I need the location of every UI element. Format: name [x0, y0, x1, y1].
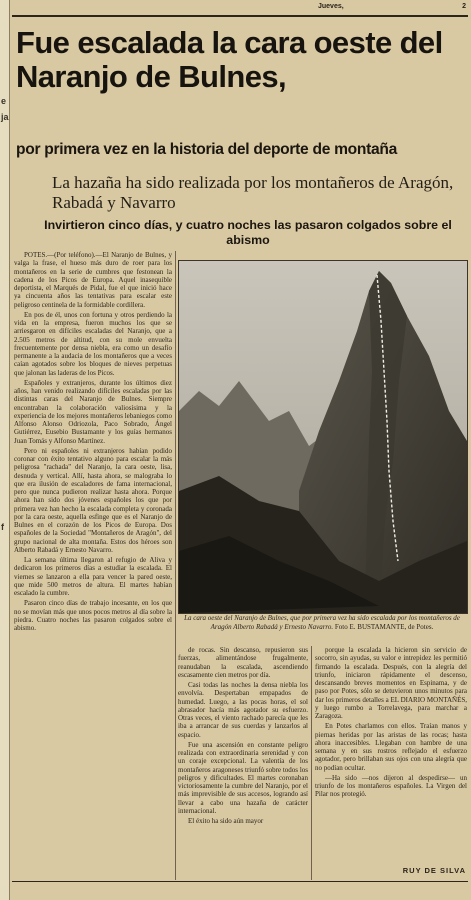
paragraph: Fue una ascensión en constante peligro realizada con extraordinaria serenidad y con un coraje excepcional. La valentía de los montañeros aragoneses triunfó sobre todos los peligros y dificultades. El martes coronaban victoriosamente la cumbre del Naranjo, por el más imprevisible de sus accesos, logrando así llevar a cabo una hazaña de carácter internacional.	[178, 740, 308, 815]
top-rule	[12, 15, 468, 17]
column-divider	[311, 646, 312, 880]
naranjo-peak-image	[179, 261, 467, 613]
paragraph: En Potes charlamos con ellos. Traían manos y piernas heridas por las aristas de las rocas; hasta ahora inaccesibles. Llegaban con hambre de una semana y en sus rostros reflejado el esfuerzo agotador, pero brillaban sus ojos con una alegría que no podían ocultar.	[315, 722, 467, 772]
paragraph: La semana última llegaron al refugio de Aliva y dedicaron los primeros días a estudiar la escalada. El viernes se lanzaron a ella para vencer la pared oeste, que mide 500 metros de altura. El martes habían escalado la cumbre.	[14, 556, 172, 597]
body-column-2	[178, 646, 308, 880]
page-number: 2	[462, 3, 466, 10]
edge-fragment: ja	[1, 112, 9, 122]
paragraph: Pero ni españoles ni extranjeros habían podido coronar con éxito tentativo alguno para escalar la más peligrosa "rachada" del Naranjo, la cara oeste, lisa, desnuda y vertical. Allí, hasta ahora, se malograba lo que era ilusión de escaladores de fama internacional, pero que nunca pudieron realizar hasta ahora. Porque ahora han sido dos jóvenes españoles los que por primera vez han hecho la escalada completa y coronada por la cara oeste, aquella esfinge que es el Naranjo de Bulnes en el corazón de los Picos de Europa. Dos españoles de la Sociedad "Montañeros de Aragón", del grupo nacional de alta montaña. Estos dos héroes son Alberto Rabadá y Ernesto Navarro.	[14, 446, 172, 554]
paragraph: de rocas. Sin descanso, repusieron sus fuerzas, alimentándose frugalmente, reanudaban la escalada, ascendiendo escasamente cien metros por día.	[178, 646, 308, 679]
article-deck: La hazaña ha sido realizada por los montañeros de Aragón, Rabadá y Navarro	[52, 173, 454, 212]
next-article-cutoff	[12, 884, 468, 900]
running-head-day: Jueves,	[318, 3, 344, 10]
paragraph: Casi todas las noches la densa niebla los envolvía. Despertaban empapados de humedad. Luego, a las pocas horas, el sol abrasador hacía más agotador su esfuerzo. Otras veces, el viento rachado parecía que les iba a arrancar de sus cuerdas y lanzarlos al espacio.	[178, 681, 308, 739]
article-headline: Fue escalada la cara oeste del Naranjo de Bulnes,	[16, 25, 443, 94]
caption-text: La cara oeste del Naranjo de Bulnes, que por primera vez ha sido escalada por los montañeros de Aragón Alberto Rabadá y Ernesto Navarro.	[184, 614, 460, 631]
article-subdeck: Invirtieron cinco días, y cuatro noches las pasaron colgados sobre el abismo	[44, 218, 452, 247]
mountain-photo	[178, 260, 468, 614]
paragraph: —Ha sido —nos dijeron al despedirse— un triunfo de los montañeros españoles. La Virgen del Pilar nos protegió.	[315, 773, 467, 799]
paragraph: En pos de él, unos con fortuna y otros perdiendo la vida en la empresa, fueron muchos los que se arriesgaron en difíciles escaladas del Naranjo, que a 2.505 metros de altitud, con su mole envuelta frecuentemente por densa niebla, era como un desafío permanente a la audacia de los montañeros que a veces caían agotados sobre los bloques de nieves perpetuas que jalonan las laderas de los Picos.	[14, 310, 172, 377]
paragraph: Españoles y extranjeros, durante los últimos diez años, han venido realizando difíciles escaladas por las distintas caras del Naranjo de Bulnes. Siempre encontraban la colaboración valiosísima y la experiencia de los mejores montañeros lebaniegos como Alfonso Alonso Odriozola, Paco Sobrado, Ángel Gutiérrez, Eusebio Bustamante y los guías hermanos Juan Tomás y Alfonso Martínez.	[14, 378, 172, 445]
running-head	[12, 2, 468, 14]
paragraph: El éxito ha sido aún mayor	[188, 817, 264, 825]
body-column-3	[315, 646, 467, 880]
body-column-1	[14, 251, 172, 880]
paragraph: Pasaron cinco días de trabajo incesante, en los que no se movían más que unos pocos metros al día sobre la piedra. Cuatro noches las pasaron colgados sobre el abismo.	[14, 599, 172, 632]
column-divider	[175, 251, 176, 880]
edge-fragment: f	[1, 522, 4, 532]
paragraph: POTES.—(Por teléfono).—El Naranjo de Bulnes, y valga la frase, el hueso más duro de roer para los montañeros en la serie de cumbres que festonean la cadena de los Picos de Europa. Aquel inasequible deportista, el Marqués de Pidal, fue el que inició hace ya cincuenta años las tentativas para escalar este peligroso centinela de la formidable cordillera.	[14, 251, 172, 309]
edge-fragment: e	[1, 96, 7, 106]
photo-caption	[178, 614, 466, 631]
article-kicker: por primera vez en la historia del deporte de montaña	[16, 141, 397, 158]
previous-page-edge	[0, 0, 10, 900]
byline: RUY DE SILVA	[402, 866, 466, 875]
bottom-rule	[12, 881, 468, 882]
photo-credit: Foto E. BUSTAMANTE, de Potes.	[334, 622, 434, 631]
paragraph: porque la escalada la hicieron sin servicio de socorro, sin ayudas, su valor e intrepidez les permitió firmando la escalada. Después, con la alegría del triunfo, iniciaron rápidamente el descenso, descansando breves momentos en Espinama, y de paso por Potes, sólo se detuvieron unos minutos para dar los primeros detalles a EL DIARIO MONTAÑÉS, y luego rumbo a Torrelavega, para marchar a Zaragoza.	[315, 646, 467, 720]
